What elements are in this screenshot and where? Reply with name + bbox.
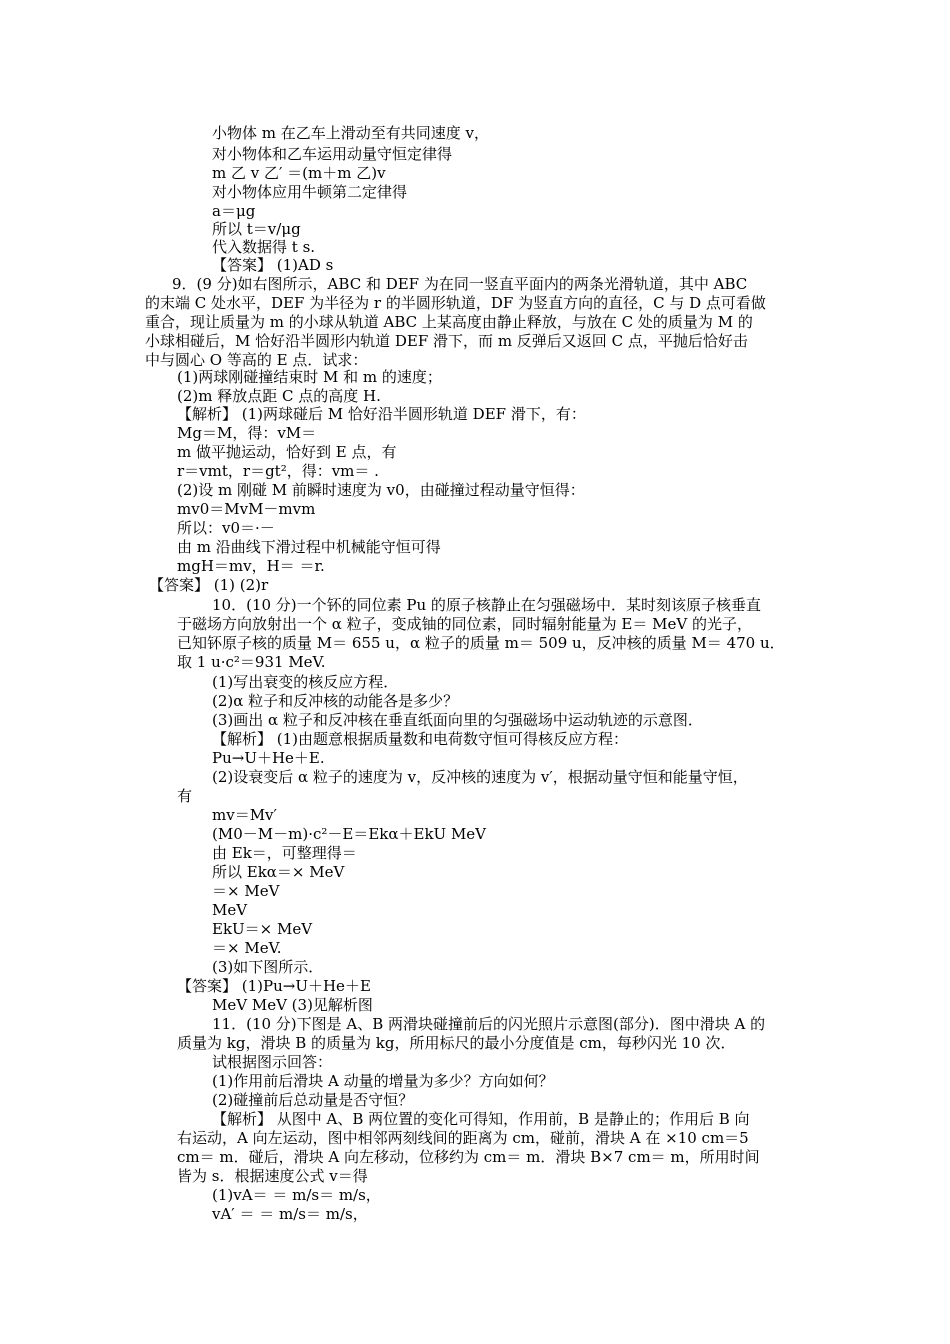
text-line: 重合，现让质量为 m 的小球从轨道 ABC 上某高度由静止释放，与放在 C 处的质量为 M 的 (145, 313, 753, 331)
analysis-line: 【解析】 (1)两球碰后 M 恰好沿半圆形轨道 DEF 滑下，有： (177, 405, 586, 423)
text-line: 已知钚原子核的质量 M＝ 655 u，α 粒子的质量 m＝ 509 u，反冲核的质量 M＝ 470 u． (177, 634, 785, 652)
question-11-line: 11．(10 分)下图是 A、B 两滑块碰撞前后的闪光照片示意图(部分)．图中滑块 A 的 (212, 1015, 766, 1033)
answer-line: 【答案】 (1)AD s (212, 256, 334, 274)
text-line: 于磁场方向放射出一个 α 粒子，变成铀的同位素，同时辐射能量为 E＝ MeV 的光子， (177, 615, 752, 633)
text-line: 质量为 kg，滑块 B 的质量为 kg，所用标尺的最小分度值是 cm，每秒闪光 10 次． (177, 1034, 736, 1052)
text-line: 小球相碰后，M 恰好沿半圆形内轨道 DEF 滑下，而 m 反弹后又返回 C 点，平抛后恰好击 (145, 332, 748, 350)
text-line: ＝× MeV. (212, 939, 282, 957)
text-line: (1)vA＝ ＝ m/s＝ m/s， (212, 1186, 381, 1204)
answer-line: 【答案】 (1) (2)r (149, 576, 269, 594)
text-line: 右运动，A 向左运动，图中相邻两刻线间的距离为 cm，碰前，滑块 A 在 ×10 cm＝5 (177, 1129, 749, 1147)
text-line: (1)两球刚碰撞结束时 M 和 m 的速度； (177, 368, 442, 386)
text-line: (2)碰撞前后总动量是否守恒？ (212, 1091, 414, 1109)
text-line: a＝μg (212, 202, 256, 220)
text-line: MeV MeV (3)见解析图 (212, 996, 373, 1014)
text-line: mv＝Mv′ (212, 806, 277, 824)
text-line: 由 Ek＝，可整理得＝ (212, 844, 357, 862)
text-line: 所以：v0＝·－ (177, 519, 275, 537)
text-line: (M0－M－m)·c²－E＝Ekα＋EkU MeV (212, 825, 487, 843)
text-line: 所以 t＝v/μg (212, 220, 301, 238)
text-line: (2)设 m 刚碰 M 前瞬时速度为 v0，由碰撞过程动量守恒得： (177, 481, 585, 499)
text-line: 代入数据得 t s. (212, 238, 316, 256)
answer-line: 【答案】 (1)Pu→U＋He＋E (177, 977, 371, 995)
text-line: 的末端 C 处水平，DEF 为半径为 r 的半圆形轨道，DF 为竖直方向的直径，C 与 D 点可看做 (145, 294, 766, 312)
text-line: m 做平抛运动，恰好到 E 点，有 (177, 443, 397, 461)
text-line: (2)m 释放点距 C 点的高度 H. (177, 387, 381, 405)
text-line: 中与圆心 O 等高的 E 点．试求： (145, 351, 368, 369)
text-line: (2)设衰变后 α 粒子的速度为 v，反冲核的速度为 v′，根据动量守恒和能量守恒， (212, 768, 748, 786)
text-line: (1)作用前后滑块 A 动量的增量为多少？方向如何？ (212, 1072, 554, 1090)
text-line: 取 1 u·c²＝931 MeV. (177, 653, 326, 671)
text-line: 有 (177, 787, 193, 805)
text-line: 所以 Ekα＝× MeV (212, 863, 345, 881)
text-line: Mg＝M，得：vM＝ (177, 424, 317, 442)
text-line: 对小物体应用牛顿第二定律得 (212, 183, 408, 201)
text-line: EkU＝× MeV (212, 920, 313, 938)
text-line: mgH＝mv，H＝ ＝r. (177, 557, 325, 575)
text-line: (2)α 粒子和反冲核的动能各是多少？ (212, 692, 459, 710)
text-line: MeV (212, 901, 248, 919)
text-line: 试根据图示回答： (212, 1053, 333, 1071)
question-10-line: 10．(10 分)一个钚的同位素 Pu 的原子核静止在匀强磁场中．某时刻该原子核垂直 (212, 596, 761, 614)
analysis-line: 【解析】 从图中 A、B 两位置的变化可得知，作用前，B 是静止的；作用后 B 向 (212, 1110, 750, 1128)
question-9-line: 9．(9 分)如右图所示，ABC 和 DEF 为在同一竖直平面内的两条光滑轨道，其中 ABC (172, 275, 748, 293)
text-line: (1)写出衰变的核反应方程． (212, 673, 399, 691)
text-line: 由 m 沿曲线下滑过程中机械能守恒可得 (177, 538, 441, 556)
text-line: (3)画出 α 粒子和反冲核在垂直纸面向里的匀强磁场中运动轨迹的示意图． (212, 711, 703, 729)
analysis-line: 【解析】 (1)由题意根据质量数和电荷数守恒可得核反应方程： (212, 730, 629, 748)
text-line: vA′ ＝ ＝ m/s＝ m/s， (212, 1205, 368, 1223)
text-line: 皆为 s．根据速度公式 v＝得 (177, 1167, 368, 1185)
text-line: mv0＝MvM－mvm (177, 500, 316, 518)
text-line: (3)如下图所示． (212, 958, 324, 976)
text-line: Pu→U＋He＋E. (212, 749, 325, 767)
text-line: cm＝ m．碰后，滑块 A 向左移动，位移约为 cm＝ m．滑块 B×7 cm＝ m，所用时间 (177, 1148, 760, 1166)
text-line: m 乙 v 乙′ ＝(m＋m 乙)v (212, 164, 386, 182)
text-line: 小物体 m 在乙车上滑动至有共同速度 v， (212, 124, 490, 142)
text-line: ＝× MeV (212, 882, 280, 900)
text-line: r＝vmt，r＝gt²，得：vm＝ . (177, 462, 379, 480)
text-line: 对小物体和乙车运用动量守恒定律得 (212, 145, 453, 163)
